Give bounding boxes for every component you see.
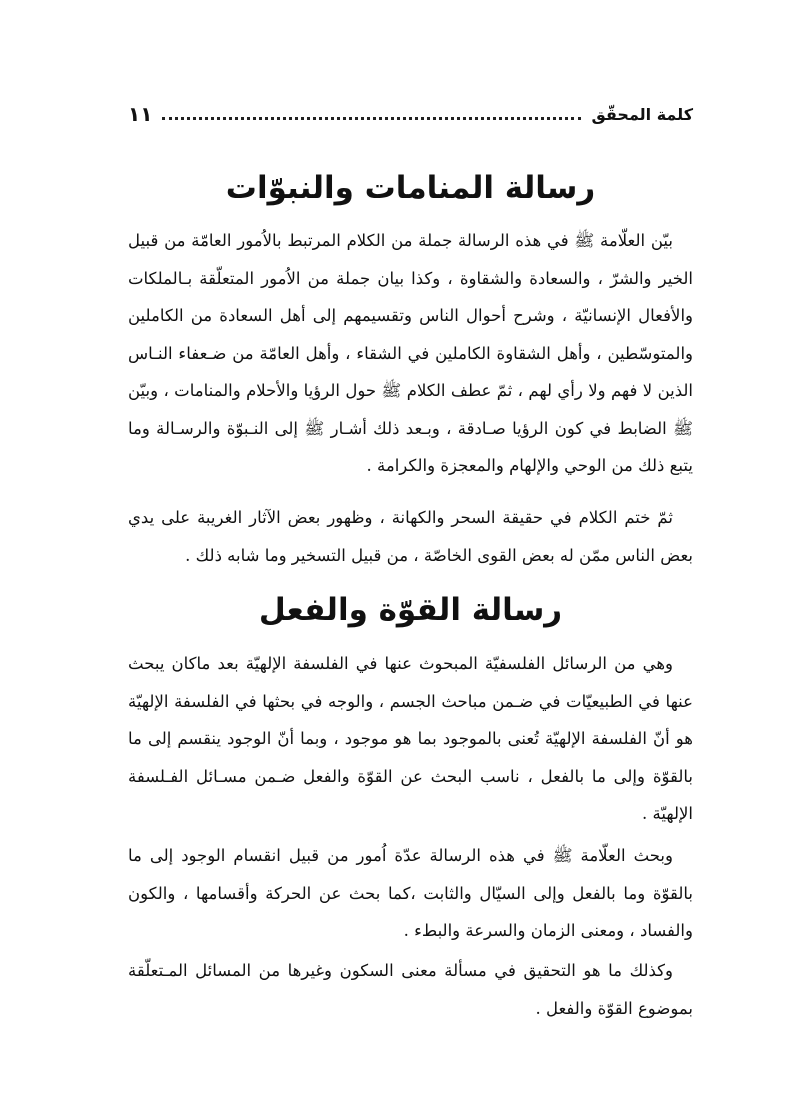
paragraph: وكذلك ما هو التحقيق في مسألة معنى السكون وغيرها من المسائل المـتعلّقة بموضوع القوّة والفعل .	[128, 961, 693, 1018]
paragraph: ثمّ ختم الكلام في حقيقة السحر والكهانة ، وظهور بعض الآثار الغريبة على يدي بعض الناس ممّن له بعض القوى الخاصّة ، من قبيل التسخير وما شابه ذلك .	[128, 508, 693, 565]
running-header	[128, 98, 693, 130]
paragraph: بيّن العلّامة ﷺ في هذه الرسالة جملة من الكلام المرتبط بالاُمور العامّة من قبيل الخير والشرّ ، والسعادة والشقاوة ، وكذا بيان جملة من الاُمور المتعلّقة بـالملكات والأفعال الإنسانيّة ، وشرح أحوال الناس وتقسيمهم إلى أهل السعادة من الكاملين والمتوسّطين ، وأهل الشقاوة الكاملين في الشقاء ، وأهل العامّة من ضـعفاء النـاس الذين لا فهم ولا رأي لهم ، ثمّ عطف الكلام ﷺ حول الرؤيا والأحلام والمنامات ، وبيّن ﷺ الضابط في كون الرؤيا صـادقة ، وبـعد ذلك أشـار ﷺ إلى النـبوّة والرسـالة وما يتبع ذلك من الوحي والإلهام والمعجزة والكرامة .	[128, 231, 693, 475]
paragraph: وبحث العلّامة ﷺ في هذه الرسالة عدّة اُمور من قبيل انقسام الوجود إلى ما بالقوّة وما بالفعل وإلى السيّال والثابت ،كما بحث عن الحركة وأقسامها ، والكون والفساد ، ومعنى الزمان والسرعة والبطء .	[128, 846, 693, 940]
header-dot-leader	[162, 117, 581, 120]
book-page	[128, 0, 693, 1114]
page-number: ١١	[128, 102, 153, 126]
section-title-potency-act: رسالة القوّة والفعل	[258, 592, 563, 628]
section-title-dreams-prophecy: رسالة المنامات والنبوّات	[225, 170, 596, 206]
paragraph: وهي من الرسائل الفلسفيّة المبحوث عنها في الفلسفة الإلهيّة بعد ماكان يبحث عنها في الطبيعيّات في ضـمن مباحث الجسم ، والوجه في بحثها في الفلسفة الإلهيّة هو أنّ الفلسفة الإلهيّة تُعنى بالموجود بما هو موجود ، وبما أنّ الوجود ينقسم إلى ما بالقوّة وإلى ما بالفعل ، ناسب البحث عن القوّة والفعل ضـمن مسـائل الفـلسفة الإلهيّة .	[128, 654, 693, 823]
header-title: كلمة المحقّق	[591, 104, 693, 124]
